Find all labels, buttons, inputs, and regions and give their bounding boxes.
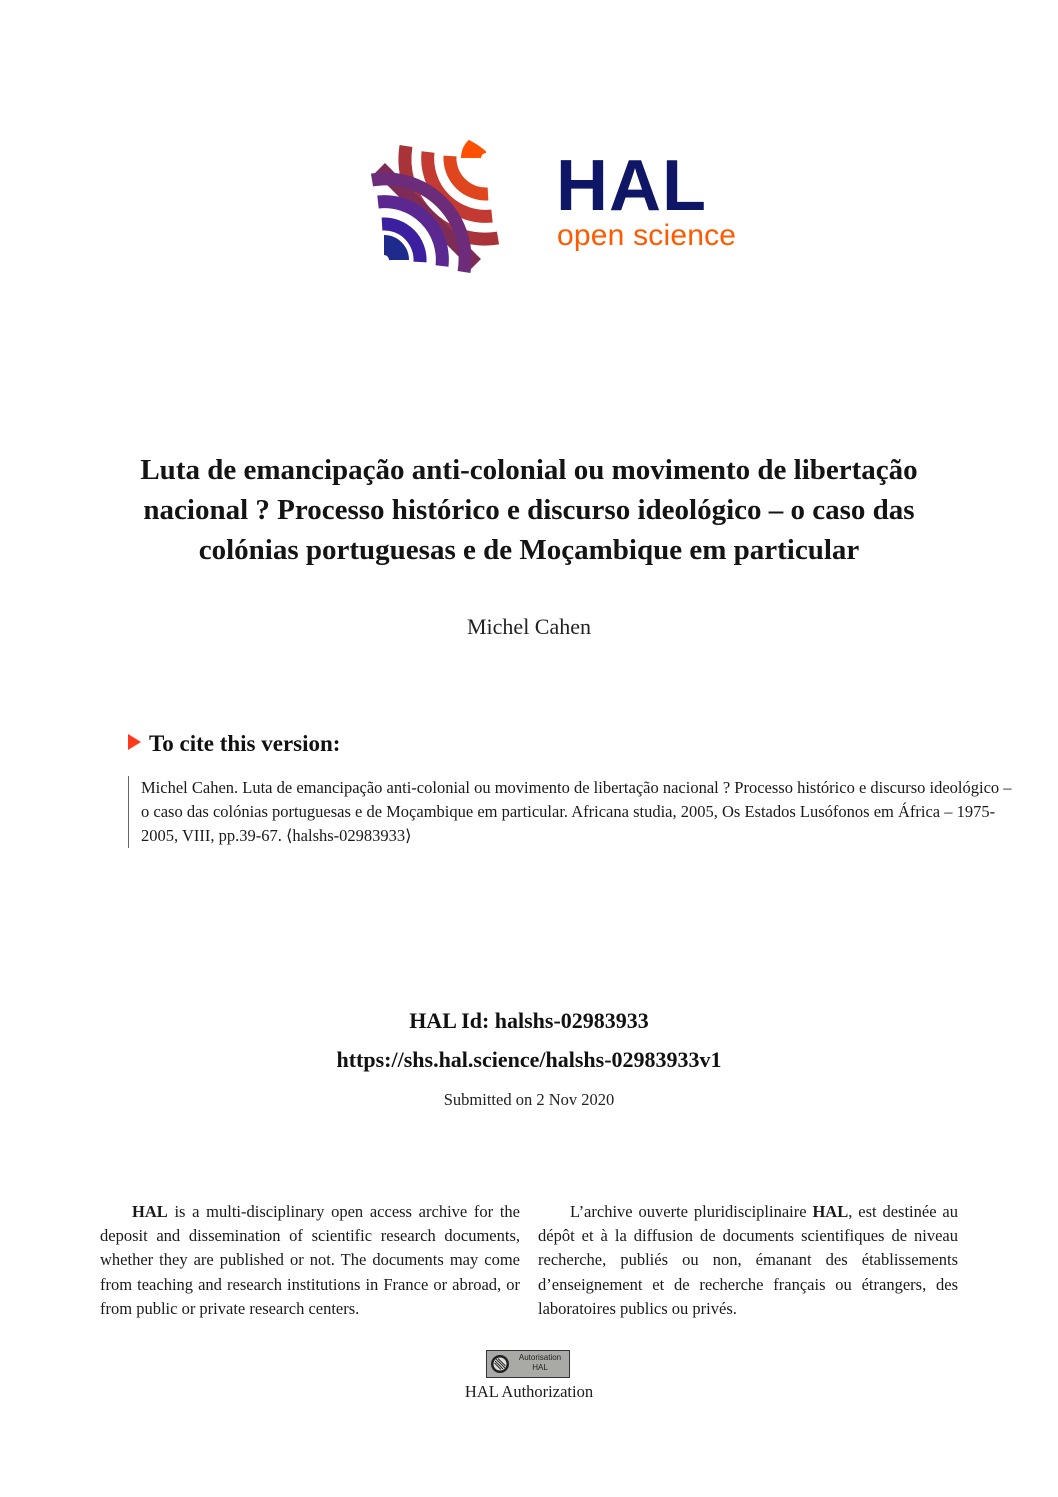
logo-arc	[471, 143, 486, 158]
cite-heading-label: To cite this version:	[149, 731, 341, 756]
hal-authorization-badge	[486, 1350, 570, 1378]
hal-logo-icon	[358, 132, 512, 286]
hal-id: HAL Id: halshs-02983933	[409, 1008, 649, 1033]
hal-logo-wordmark: HAL	[556, 146, 707, 226]
description-french-text-after: , est destinée au dépôt et à la diffusion de documents scientifiques de niveau recherche, publiés ou non, émanant des établissements d’enseignement et de recherche français ou étrangers, des laboratoires publics ou privés.	[538, 1202, 958, 1318]
logo-arc	[384, 245, 399, 260]
authorization-badge-text: Autorisation HAL	[518, 1353, 562, 1372]
description-english-text: is a multi-disciplinary open access archive for the deposit and dissemination of scientific research documents, whether they are published or not. The documents may come from teaching and research institutions in France or abroad, or from public or private research centers.	[100, 1202, 520, 1318]
description-french-text-before: L’archive ouverte pluridisciplinaire	[570, 1202, 813, 1221]
logo-arc	[450, 156, 488, 194]
hal-url-link[interactable]: https://shs.hal.science/halshs-02983933v1	[336, 1047, 722, 1072]
description-english-paragraph	[100, 1200, 520, 1321]
hal-logo-tagline: open science	[557, 219, 737, 252]
hal-bold: HAL	[132, 1202, 168, 1221]
document-author: Michel Cahen	[466, 614, 592, 639]
cite-heading	[128, 729, 340, 759]
authorization-seal-icon	[490, 1354, 510, 1374]
submission-date: Submitted on 2 Nov 2020	[443, 1090, 615, 1109]
document-title: Luta de emancipação anti-colonial ou movimento de libertação nacional ? Processo histórico e discurso ideológico – o caso das colónias portuguesas e de Moçambique em particular	[140, 454, 918, 566]
citation-text: Michel Cahen. Luta de emancipação anti-colonial ou movimento de libertação nacional ? Processo histórico e discurso ideológico – o caso das colónias portuguesas e de Moçambique em particular. Africana studia, 2005, Os Estados Lusófonos em África – 1975-2005, VIII, pp.39-67. ⟨halshs-02983933⟩	[128, 776, 1021, 848]
description-french-paragraph	[538, 1200, 958, 1321]
triangle-right-icon	[128, 734, 141, 750]
description-french	[538, 1200, 958, 1321]
description-english	[100, 1200, 520, 1321]
hal-bold: HAL	[812, 1202, 849, 1221]
authorization-label: HAL Authorization	[464, 1382, 594, 1401]
